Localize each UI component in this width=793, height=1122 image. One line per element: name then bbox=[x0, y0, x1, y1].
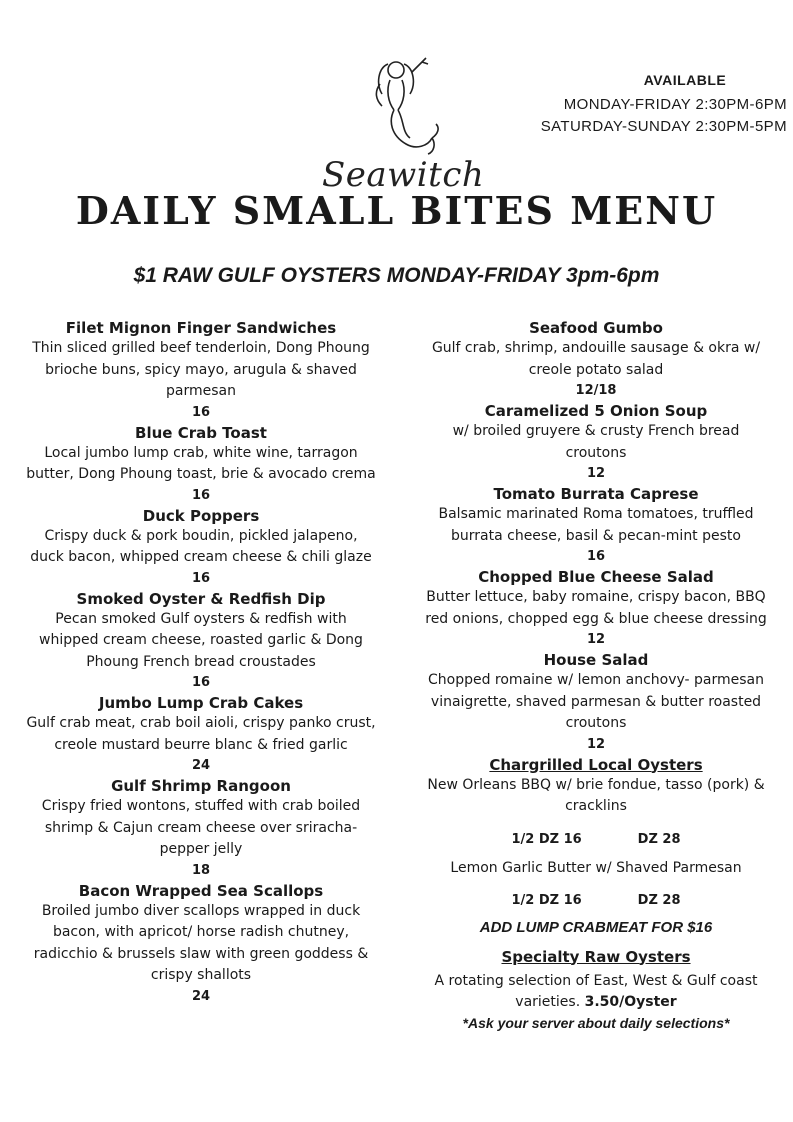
item-description: w/ broiled gruyere & crusty French bread croutons bbox=[452, 423, 740, 461]
dozen-price: DZ 28 bbox=[637, 892, 681, 908]
availability-title: AVAILABLE bbox=[643, 72, 727, 88]
logo-wordmark: Seawitch bbox=[322, 155, 485, 195]
item-description: Crispy fried wontons, stuffed with crab boiled shrimp & Cajun cream cheese over sriracha- pepper jelly bbox=[41, 798, 361, 857]
item-price: 16 bbox=[191, 675, 211, 690]
menu-item bbox=[424, 650, 768, 755]
right-menu-column bbox=[424, 318, 768, 1032]
chargrilled-oysters-section bbox=[424, 755, 768, 939]
restaurant-logo bbox=[318, 54, 485, 195]
menu-item bbox=[424, 318, 768, 401]
specialty-oysters-description bbox=[424, 971, 768, 1014]
item-price: 24 bbox=[191, 758, 211, 773]
menu-item bbox=[26, 318, 376, 423]
item-description: Balsamic marinated Roma tomatoes, truffled burrata cheese, basil & pecan-mint pesto bbox=[438, 506, 754, 544]
item-price: 16 bbox=[586, 549, 606, 564]
availability-weekday: MONDAY-FRIDAY 2:30PM-6PM bbox=[563, 96, 787, 113]
item-name: Seafood Gumbo bbox=[529, 319, 663, 337]
item-name: Caramelized 5 Onion Soup bbox=[484, 402, 708, 420]
item-description: Local jumbo lump crab, white wine, tarragon butter, Dong Phoung toast, brie & avocado crema bbox=[26, 444, 376, 482]
item-name: Bacon Wrapped Sea Scallops bbox=[78, 881, 324, 900]
specialty-oysters-section bbox=[424, 947, 768, 1032]
item-price: 12 bbox=[586, 632, 606, 647]
item-name: Duck Poppers bbox=[142, 506, 260, 525]
add-crabmeat-note: ADD LUMP CRABMEAT FOR $16 bbox=[479, 918, 713, 936]
item-name: Smoked Oyster & Redfish Dip bbox=[76, 589, 326, 608]
chargrilled-oysters-description: New Orleans BBQ w/ brie fondue, tasso (pork) & cracklins bbox=[427, 776, 765, 814]
item-price: 16 bbox=[191, 404, 211, 420]
menu-item bbox=[424, 567, 768, 650]
item-name: Jumbo Lump Crab Cakes bbox=[98, 694, 304, 712]
half-dozen-price: 1/2 DZ 16 bbox=[511, 892, 582, 908]
menu-item bbox=[26, 589, 376, 694]
menu-item bbox=[26, 776, 376, 881]
mermaid-icon bbox=[358, 54, 442, 158]
menu-item bbox=[424, 401, 768, 484]
item-name: Chopped Blue Cheese Salad bbox=[478, 568, 714, 586]
server-note: *Ask your server about daily selections* bbox=[462, 1014, 730, 1031]
chargrilled-oysters-title: Chargrilled Local Oysters bbox=[489, 755, 703, 774]
item-price: 12/18 bbox=[575, 383, 617, 398]
item-description: Broiled jumbo diver scallops wrapped in duck bacon, with apricot/ horse radish chutney, radicchio & brussels slaw with green goddess & crispy shallots bbox=[33, 902, 369, 983]
menu-item bbox=[26, 693, 376, 776]
item-description: Pecan smoked Gulf oysters & redfish with whipped cream cheese, roasted garlic & Dong Phoung French bread croustades bbox=[39, 610, 363, 670]
item-name: Gulf Shrimp Rangoon bbox=[111, 777, 291, 795]
item-price: 12 bbox=[586, 736, 606, 752]
item-name: Blue Crab Toast bbox=[135, 423, 267, 442]
page-title: DAILY SMALL BITES MENU bbox=[75, 188, 718, 233]
oyster-promo: $1 RAW GULF OYSTERS MONDAY-FRIDAY 3pm-6pm bbox=[133, 264, 660, 287]
menu-item bbox=[26, 881, 376, 1007]
availability-block bbox=[487, 72, 787, 138]
dozen-price: DZ 28 bbox=[637, 831, 681, 847]
lemon-garlic-price-row bbox=[424, 891, 768, 911]
half-dozen-price: 1/2 DZ 16 bbox=[511, 831, 582, 847]
item-name: Tomato Burrata Caprese bbox=[493, 485, 699, 503]
menu-item bbox=[26, 506, 376, 589]
item-price: 16 bbox=[191, 487, 211, 503]
item-description: Thin sliced grilled beef tenderloin, Dong Phoung brioche buns, spicy mayo, arugula & shaved parmesan bbox=[32, 340, 370, 399]
item-name: Filet Mignon Finger Sandwiches bbox=[65, 319, 337, 337]
specialty-desc-text: A rotating selection of East, West & Gulf coast varieties. bbox=[434, 972, 758, 1010]
specialty-price: 3.50/Oyster bbox=[584, 994, 677, 1010]
item-price: 24 bbox=[191, 988, 211, 1004]
lemon-garlic-description: Lemon Garlic Butter w/ Shaved Parmesan bbox=[450, 859, 742, 876]
availability-weekend: SATURDAY-SUNDAY 2:30PM-5PM bbox=[540, 118, 787, 135]
menu-item bbox=[424, 484, 768, 567]
specialty-oysters-title: Specialty Raw Oysters bbox=[501, 947, 691, 966]
item-description: Gulf crab, shrimp, andouille sausage & okra w/ creole potato salad bbox=[431, 340, 761, 378]
item-description: Gulf crab meat, crab boil aioli, crispy panko crust, creole mustard beurre blanc & fried garlic bbox=[26, 715, 376, 753]
item-description: Chopped romaine w/ lemon anchovy- parmesan vinaigrette, shaved parmesan & butter roasted croutons bbox=[427, 672, 765, 731]
item-price: 16 bbox=[191, 570, 211, 586]
left-menu-column bbox=[26, 318, 376, 1007]
item-price: 12 bbox=[586, 466, 606, 481]
item-name: House Salad bbox=[543, 651, 649, 669]
menu-item bbox=[26, 423, 376, 506]
item-description: Butter lettuce, baby romaine, crispy bacon, BBQ red onions, chopped egg & blue cheese dressing bbox=[425, 589, 767, 627]
chargrilled-price-row bbox=[424, 830, 768, 850]
item-price: 18 bbox=[191, 862, 211, 878]
item-description: Crispy duck & pork boudin, pickled jalapeno, duck bacon, whipped cream cheese & chili glaze bbox=[30, 527, 372, 565]
